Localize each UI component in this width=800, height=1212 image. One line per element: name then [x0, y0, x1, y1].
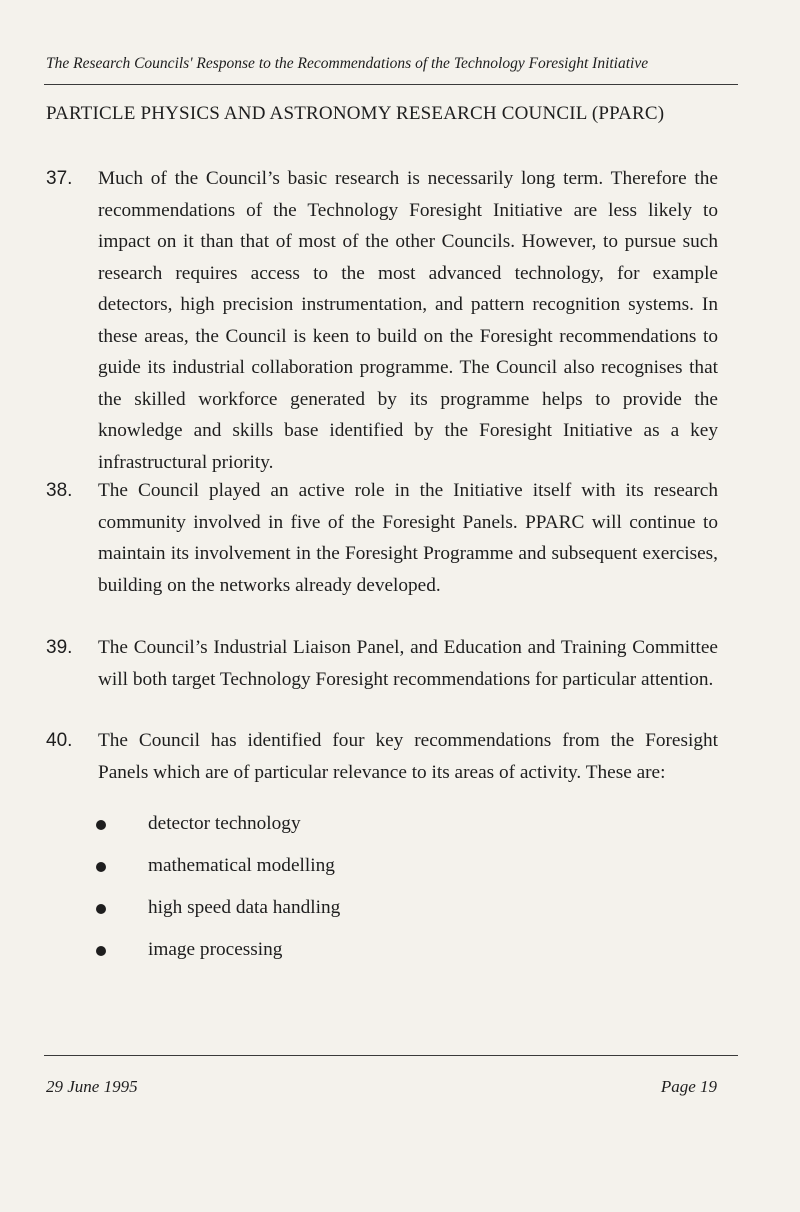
- list-item-label: detector technology: [148, 813, 301, 834]
- bullet-icon: [96, 904, 106, 914]
- header-divider: [44, 84, 738, 85]
- paragraph-number: 38.: [46, 480, 73, 501]
- list-item: [96, 808, 696, 850]
- section-title: PARTICLE PHYSICS AND ASTRONOMY RESEARCH COUNCIL (PPARC): [46, 103, 665, 124]
- paragraph-text: The Council’s Industrial Liaison Panel, and Education and Training Committee will both target Technology Foresight recommendations for particular attention.: [98, 637, 718, 690]
- list-item-label: high speed data handling: [148, 897, 341, 918]
- recommendations-list: [96, 808, 696, 976]
- paragraph-text: The Council played an active role in the Initiative itself with its research community involved in five of the Foresight Panels. PPARC will continue to maintain its involvement in the Foresight Programme and subsequent exercises, building on the networks already developed.: [98, 480, 718, 596]
- paragraph-number: 37.: [46, 168, 73, 189]
- paragraph-number: 40.: [46, 730, 73, 751]
- paragraph-text: The Council has identified four key recommendations from the Foresight Panels which are of particular relevance to its areas of activity. These are:: [98, 730, 718, 783]
- paragraph-number: 39.: [46, 637, 73, 658]
- running-header: The Research Councils' Response to the Recommendations of the Technology Foresight Initiative: [46, 55, 649, 72]
- bullet-icon: [96, 862, 106, 872]
- page-number: Page 19: [660, 1077, 717, 1096]
- footer-divider: [44, 1055, 738, 1056]
- paragraph-text: Much of the Council’s basic research is necessarily long term. Therefore the recommendations of the Technology Foresight Initiative are less likely to impact on it than that of most of the other Councils. However, to pursue such research requires access to the most advanced technology, for example detectors, high precision instrumentation, and pattern recognition systems. In these areas, the Council is keen to build on the Foresight recommendations to guide its industrial collaboration programme. The Council also recognises that the skilled workforce generated by its programme helps to provide the knowledge and skills base identified by the Foresight Initiative as a key infrastructural priority.: [98, 168, 718, 473]
- bullet-icon: [96, 946, 106, 956]
- list-item-label: mathematical modelling: [148, 855, 335, 876]
- bullet-icon: [96, 820, 106, 830]
- list-item-label: image processing: [148, 939, 283, 960]
- list-item: [96, 850, 696, 892]
- list-item: [96, 934, 696, 976]
- footer-date: 29 June 1995: [46, 1077, 138, 1096]
- list-item: [96, 892, 696, 934]
